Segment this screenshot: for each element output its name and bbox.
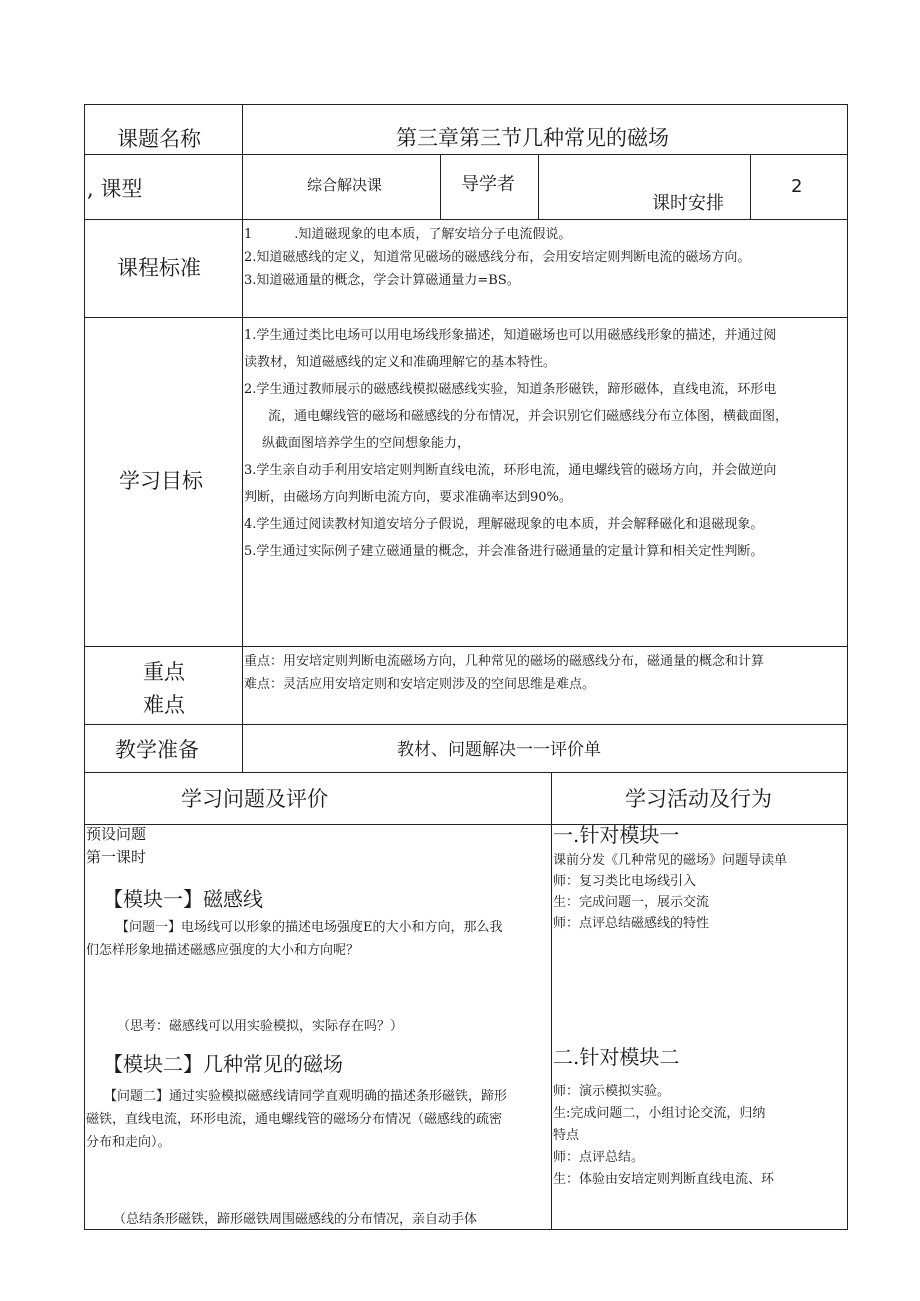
question-two-line: 磁铁，直线电流，环形电流，通电螺线管的磁场分布情况（磁感线的疏密	[86, 1112, 503, 1127]
row-divider	[85, 724, 847, 725]
objective-line: 判断，由磁场方向判断电流方向，要求准确率达到90%。	[244, 490, 572, 505]
activity-column-divider	[551, 772, 552, 1229]
standard-item-number: 3.	[244, 273, 257, 288]
standard-item-text: 知道磁感线的定义，知道常见磁场的磁感线分布，会用安培定则判断电流的磁场方向。	[256, 250, 751, 265]
teaching-prep-value: 教材、问题解决一一评价单	[397, 740, 601, 760]
type-row-divider	[440, 154, 441, 219]
curriculum-standard-list	[244, 223, 844, 292]
question-two-line: 分布和走向）。	[86, 1135, 171, 1150]
standard-item	[244, 246, 844, 269]
row-divider	[85, 646, 847, 647]
key-difficult-text	[244, 650, 844, 696]
row-divider	[85, 824, 847, 825]
activity-line: 师：复习类比电场线引入	[553, 874, 697, 889]
activity-line: 课前分发《几种常见的磁场》问题导读单	[553, 853, 788, 868]
guide-label: 导学者	[461, 174, 515, 195]
section-one-activities	[553, 850, 849, 934]
topic-label: 课题名称	[117, 127, 201, 151]
objective-line: 1.学生通过类比电场可以用电场线形象描述，知道磁场也可以用磁感线形象的描述，并通过阅	[244, 328, 777, 343]
first-lesson-label: 第一课时	[86, 848, 147, 866]
section-two-activities	[553, 1081, 849, 1191]
question-one-text	[86, 916, 554, 962]
objective-line: 3.学生亲自动手利用安培定则判断直线电流，环形电流，通电螺线管的磁场方向，并会做逆向	[244, 463, 777, 478]
key-points-label: 重点	[143, 660, 185, 684]
row-divider	[85, 772, 847, 773]
class-hours-label: 课时安排	[652, 193, 724, 214]
objective-line: 纵截面图培养学生的空间想象能力，	[262, 436, 471, 451]
row-divider	[85, 317, 847, 318]
row-divider	[85, 154, 847, 155]
module-two-title: 【模块二】几种常见的磁场	[103, 1052, 343, 1076]
lesson-title: 第三章第三节几种常见的磁场	[396, 126, 669, 150]
lesson-type-value: 综合解决课	[307, 176, 383, 194]
learning-activities-header: 学习活动及行为	[625, 787, 772, 811]
objective-line: 5.学生通过实际例子建立磁通量的概念，并会准备进行磁通量的定量计算和相关定性判断。	[244, 544, 764, 559]
label-column-divider	[242, 105, 243, 772]
key-point-text: 重点：用安培定则判断电流磁场方向，几种常见的磁场的磁感线分布，磁通量的概念和计算	[244, 654, 765, 669]
section-two-title: 二.针对模块二	[553, 1045, 680, 1069]
learning-objectives-label: 学习目标	[119, 469, 203, 493]
preset-questions-label: 预设问题	[86, 825, 147, 843]
class-hours-value: 2	[791, 176, 803, 197]
standard-item-text: 知道磁通量的概念，学会计算磁通量力=BS。	[256, 273, 520, 288]
question-two-line: 【问题二】通过实验模拟磁感线请同学直观明确的描述条形磁铁，蹄形	[104, 1089, 508, 1104]
type-row-divider	[538, 154, 539, 219]
curriculum-standard-label: 课程标准	[117, 256, 201, 280]
difficult-point-text: 难点：灵活应用安培定则和安培定则涉及的空间思维是难点。	[244, 677, 596, 692]
question-one-line: 们怎样形象地描述磁感应强度的大小和方向呢？	[86, 943, 360, 958]
section-one-title: 一.针对模块一	[553, 823, 680, 847]
objective-line: 流，通电螺线管的磁场和磁感线的分布情况，并会识别它们磁感线分布立体图，横截面图，	[268, 409, 789, 424]
learning-objectives-list	[244, 322, 846, 565]
teaching-prep-label: 教学准备	[115, 738, 199, 762]
standard-item	[244, 269, 844, 292]
activity-line: 师：点评总结。	[553, 1150, 645, 1165]
lesson-plan-table	[84, 104, 848, 1230]
standard-item-number: 2.	[244, 250, 257, 265]
standard-item-number: 1	[244, 227, 253, 242]
objective-line: 4.学生通过阅读教材知道安培分子假说，理解磁现象的电本质，并会解释磁化和退磁现象。	[244, 517, 764, 532]
question-one-line: 【问题一】电场线可以形象的描述电场强度E的大小和方向，那么我	[116, 920, 503, 935]
activity-line: 师：演示模拟实验。	[553, 1084, 671, 1099]
think-prompt-one: （思考：磁感线可以用实验模拟，实际存在吗？）	[117, 1019, 404, 1034]
standard-item	[244, 223, 844, 246]
type-row-divider	[750, 154, 751, 219]
question-two-text	[86, 1085, 554, 1154]
learning-questions-header: 学习问题及评价	[181, 787, 328, 811]
lesson-type-label: , 课型	[87, 177, 143, 201]
activity-line: 师：点评总结磁感线的特性	[553, 916, 710, 931]
module-one-title: 【模块一】磁感线	[103, 887, 263, 911]
objective-line: 读教材，知道磁感线的定义和准确理解它的基本特性。	[244, 355, 557, 370]
activity-line: 生：完成问题一，展示交流	[553, 895, 710, 910]
activity-line: 特点	[553, 1128, 580, 1143]
standard-item-text: .知道磁现象的电本质，了解安培分子电流假说。	[294, 227, 572, 242]
objective-line: 2.学生通过教师展示的磁感线模拟磁感线实验，知道条形磁铁，蹄形磁体，直线电流，环形电	[244, 382, 777, 397]
difficult-points-label: 难点	[143, 693, 185, 717]
activity-line: 生:完成问题二，小组讨论交流，归纳	[553, 1106, 766, 1121]
activity-line: 生：体验由安培定则判断直线电流、环	[553, 1172, 775, 1187]
row-divider	[85, 219, 847, 220]
summary-prompt: （总结条形磁铁，蹄形磁铁周围磁感线的分布情况，亲自动手体	[113, 1212, 478, 1227]
